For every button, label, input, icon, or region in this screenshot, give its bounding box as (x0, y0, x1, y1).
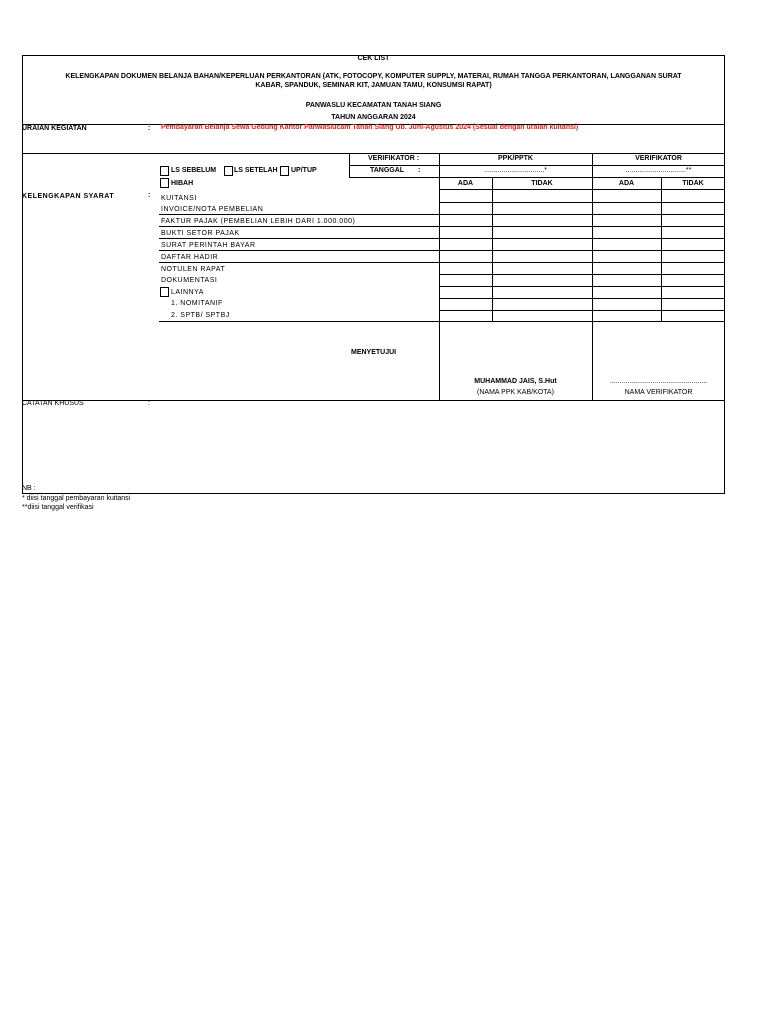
verifikator-tidak-header: TIDAK (682, 180, 704, 187)
menyetujui-label: MENYETUJUI (351, 349, 397, 356)
grid-hline (439, 189, 725, 190)
organization-name: PANWASLU KECAMATAN TANAH SIANG (305, 102, 442, 109)
grid-hline (349, 177, 725, 178)
grid-hline (159, 262, 725, 263)
up-tup-label: UP/TUP (291, 167, 317, 174)
uraian-colon: : (148, 125, 151, 132)
ppk-signatory-caption: (NAMA PPK KAB/KOTA) (477, 389, 554, 396)
grid-hline (439, 310, 725, 311)
list-item: 2. SPTB/ SPTBJ (171, 312, 230, 319)
ls-setelah-checkbox[interactable] (224, 166, 233, 176)
ls-sebelum-checkbox[interactable] (160, 166, 169, 176)
form-subtitle-line1: KELENGKAPAN DOKUMEN BELANJA BAHAN/KEPERLUAN PERKANTORAN (ATK, FOTOCOPY, KOMPUTER SUPPLY, MATERAI, RUMAH TANGGA PERKANTORAN, LANGGANAN SURAT (65, 73, 682, 80)
grid-hline (159, 238, 725, 239)
uraian-value: Pembayaran Belanja Sewa Gedung Kantor Panwaslucam Tanah Siang Ub. Juni-Agustus 2024 (Sesuai dengan uraian kuitansi) (161, 124, 579, 131)
grid-vline (439, 153, 440, 400)
grid-hline (159, 226, 725, 227)
uraian-label: URAIAN KEGIATAN (22, 125, 87, 132)
ppk-signatory-name: MUHAMMAD JAIS, S.Hut (474, 378, 557, 385)
grid-hline (439, 298, 725, 299)
list-item: BUKTI SETOR PAJAK (161, 230, 240, 237)
verifikator-signatory-caption: NAMA VERIFIKATOR (624, 389, 693, 396)
grid-hline (159, 321, 725, 322)
catatan-khusus-colon: : (148, 400, 150, 407)
catatan-khusus-label: CATATAN KHUSUS (22, 400, 84, 407)
form-subtitle-line2: KABAR, SPANDUK, SEMINAR KIT, JAMUAN TAMU, KONSUMSI RAPAT) (255, 82, 492, 89)
list-item: DAFTAR HADIR (161, 254, 219, 261)
ls-sebelum-label: LS SEBELUM (171, 167, 217, 174)
hibah-checkbox[interactable] (160, 178, 169, 188)
grid-vline (592, 153, 593, 400)
footnote-2: **diisi tanggal verifikasi (22, 504, 94, 511)
footnote-1: * diisi tanggal pembayaran kuitansi (22, 495, 131, 502)
grid-hline (159, 214, 725, 215)
grid-vline (492, 177, 493, 321)
verifikator-date-field[interactable]: ...............................** (625, 167, 692, 174)
lainnya-checkbox[interactable] (160, 287, 169, 297)
grid-vline (661, 177, 662, 321)
list-item: DOKUMENTASI (161, 277, 218, 284)
catatan-khusus-area[interactable] (23, 410, 723, 482)
list-item: NOTULEN RAPAT (161, 266, 226, 273)
verifikator-ada-header: ADA (618, 180, 635, 187)
grid-hline (159, 250, 725, 251)
verifikator-signature-line: .................................................. (609, 378, 708, 385)
list-item: INVOICE/NOTA PEMBELIAN (161, 206, 264, 213)
verifikator-column-title: VERIFIKATOR (635, 155, 682, 162)
grid-hline (439, 274, 725, 275)
list-item: 1. NOMITANIF (171, 300, 223, 307)
list-item: KUITANSI (161, 195, 197, 202)
hibah-label: HIBAH (171, 180, 194, 187)
form-title: CEK LIST (357, 55, 390, 62)
list-item: SURAT PERINTAH BAYAR (161, 242, 256, 249)
ppk-ada-header: ADA (457, 180, 474, 187)
tanggal-colon: : (418, 167, 421, 174)
budget-year: TAHUN ANGGARAN 2024 (331, 114, 416, 121)
kelengkapan-colon: : (148, 192, 151, 199)
ppk-date-field[interactable]: ...............................* (483, 167, 547, 174)
tanggal-label: TANGGAL (370, 167, 405, 174)
list-item: LAINNYA (171, 289, 204, 296)
grid-hline (439, 202, 725, 203)
nb-label: NB : (22, 485, 36, 492)
up-tup-checkbox[interactable] (280, 166, 289, 176)
ls-setelah-label: LS SETELAH (234, 167, 278, 174)
kelengkapan-label: KELENGKAPAN SYARAT (22, 193, 115, 200)
verifikator-label: VERIFIKATOR : (368, 155, 420, 162)
grid-hline (439, 286, 725, 287)
ppk-tidak-header: TIDAK (531, 180, 553, 187)
divider-approval (22, 400, 725, 401)
list-item: FAKTUR PAJAK (PEMBELIAN LEBIH DARI 1.000.000) (161, 218, 356, 225)
ppk-column-title: PPK/PPTK (497, 155, 533, 162)
